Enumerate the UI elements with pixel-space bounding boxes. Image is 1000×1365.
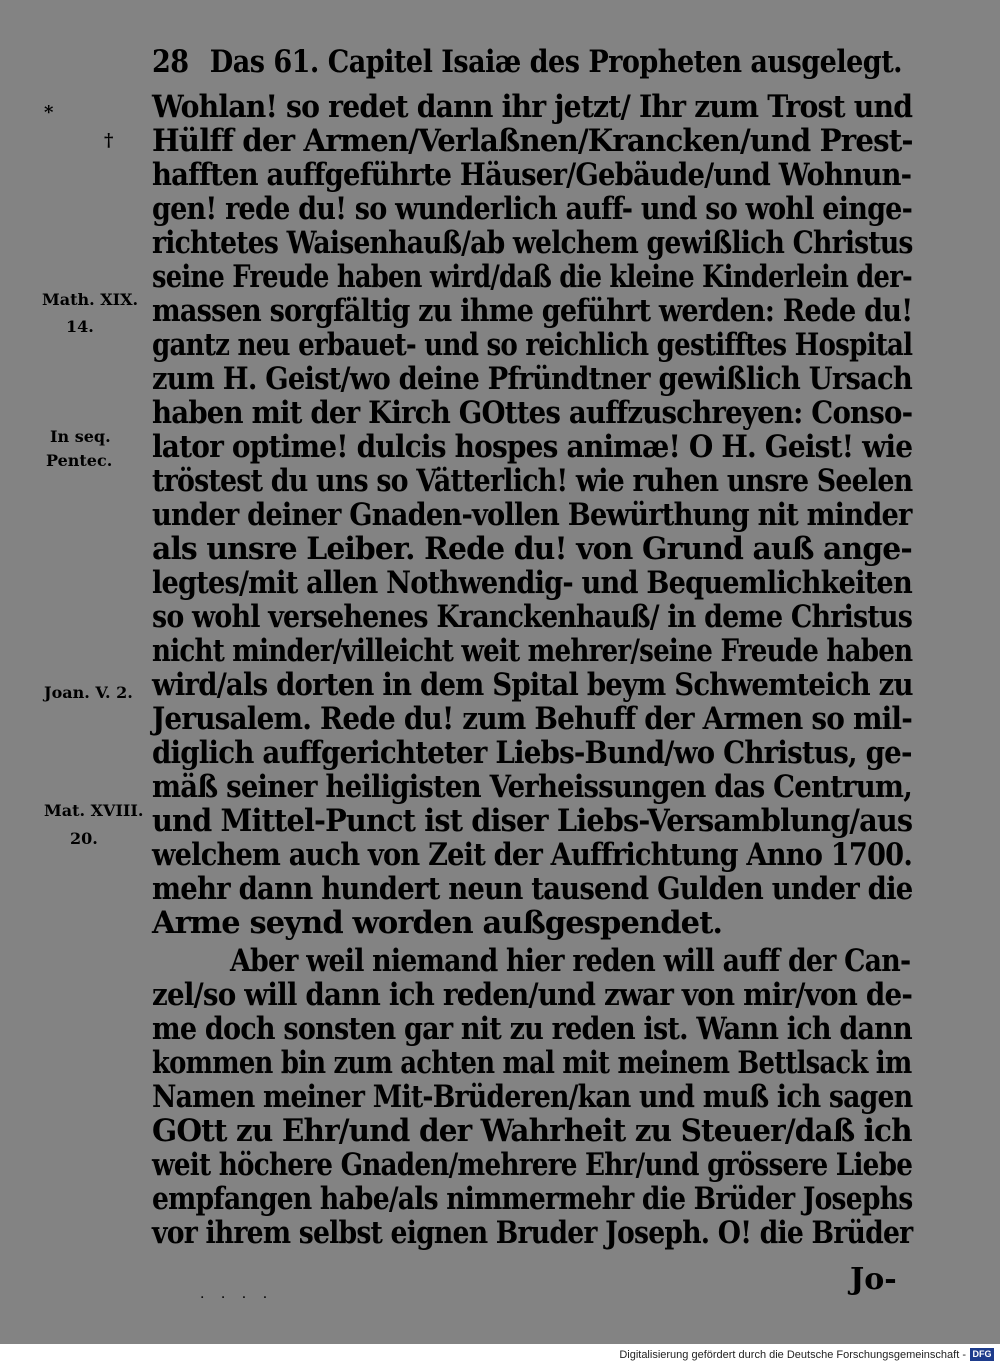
text-line-29: kommen bin zum achten mal mit meinem Bettlsack im (152, 1045, 912, 1081)
margin-dagger: † (104, 130, 114, 151)
text-line-4: gen! rede du! so wunderlich auff- und so wohl einge- (152, 191, 913, 227)
text-line-3: hafften auffgeführte Häuser/Gebäude/und Wohnun- (152, 157, 912, 193)
text-line-9: zum H. Geist/wo deine Pfründtner gewißlich Ursach (152, 361, 912, 397)
text-line-18: wird/als dorten in dem Spital beym Schwemteich zu (152, 667, 913, 703)
text-line-10: haben mit der Kirch GOttes auffzuschreyen: Conso- (152, 395, 913, 431)
text-line-24: mehr dann hundert neun tausend Gulden under die (152, 871, 913, 907)
text-line-6: seine Freude haben wird/daß die kleine Kinderlein der- (152, 259, 912, 295)
margin-note-matthew-18-verse: 20. (70, 829, 98, 848)
running-header (152, 44, 903, 80)
text-line-19: Jerusalem. Rede du! zum Behuff der Armen so mil- (152, 701, 912, 737)
margin-note-matthew-19-verse: 14. (66, 317, 94, 336)
text-line-7: massen sorgfältig zu ihme geführt werden: Rede du! (152, 293, 913, 329)
margin-note-john-5: Joan. V. 2. (44, 683, 133, 702)
dfg-logo-icon: DFG (970, 1348, 994, 1361)
digitization-credit: Digitalisierung gefördert durch die Deutsche Forschungsgemeinschaft - (619, 1349, 966, 1361)
text-line-23: welchem auch von Zeit der Auffrichtung Anno 1700. (152, 837, 913, 873)
text-line-20: diglich auffgerichteter Liebs-Bund/wo Christus, ge- (152, 735, 912, 771)
margin-note-matthew-18: Mat. XVIII. (44, 801, 144, 820)
text-line-22: und Mittel-Punct ist diser Liebs-Versamblung/aus (152, 803, 913, 839)
text-line-8: gantz neu erbauet- und so reichlich gestifftes Hospital (152, 327, 913, 363)
text-line-26: Aber weil niemand hier reden will auff der Can- (230, 943, 911, 979)
margin-note-matthew-19: Math. XIX. (42, 290, 139, 309)
text-line-25: Arme seynd worden außgespendet. (152, 905, 723, 941)
text-line-11: lator optime! dulcis hospes animæ! O H. Geist! wie (152, 429, 913, 465)
margin-note-in-seq: In seq. (50, 427, 111, 446)
text-line-2: Hülff der Armen/Verlaßnen/Krancken/und Prest- (152, 123, 913, 159)
text-line-13: under deiner Gnaden-vollen Bewürthung nit minder (152, 497, 912, 533)
text-line-12: tröstest du uns so Vätterlich! wie ruhen unsre Seelen (152, 463, 913, 499)
text-line-21: mäß seiner heiligisten Verheissungen das Centrum, (152, 769, 912, 805)
text-line-33: empfangen habe/als nimmermehr die Brüder Josephs (152, 1181, 913, 1217)
text-line-32: weit höchere Gnaden/mehrere Ehr/und grössere Liebe (152, 1147, 913, 1183)
text-line-16: so wohl versehenes Kranckenhauß/ in deme Christus (152, 599, 913, 635)
margin-asterisk: * (44, 102, 54, 123)
text-line-27: zel/so will dann ich reden/und zwar von mir/von de- (152, 977, 913, 1013)
text-line-30: Namen meiner Mit-Brüderen/kan und muß ich sagen (152, 1079, 913, 1115)
text-line-31: GOtt zu Ehr/und der Wahrheit zu Steuer/daß ich (152, 1113, 912, 1149)
text-line-15: legtes/mit allen Nothwendig- und Bequemlichkeiten (152, 565, 912, 601)
text-line-1: Wohlan! so redet dann ihr jetzt/ Ihr zum Trost und (152, 89, 913, 125)
text-line-14: als unsre Leiber. Rede du! von Grund auß ange- (152, 531, 912, 567)
text-line-28: me doch sonsten gar nit zu reden ist. Wann ich dann (152, 1011, 912, 1047)
margin-note-pentec: Pentec. (46, 451, 113, 470)
page-number: 28 (152, 44, 189, 80)
text-line-17: nicht minder/villeicht weit mehrer/seine Freude haben (152, 633, 913, 669)
running-title: Das 61. Capitel Isaiæ des Propheten ausgelegt. (209, 44, 903, 80)
print-specks: · · · · (200, 1290, 274, 1306)
text-line-34: vor ihrem selbst eignen Bruder Joseph. O! die Brüder (152, 1215, 913, 1251)
text-line-5: richtetes Waisenhauß/ab welchem gewißlich Christus (152, 225, 913, 261)
catchword: Jo- (850, 1262, 897, 1297)
